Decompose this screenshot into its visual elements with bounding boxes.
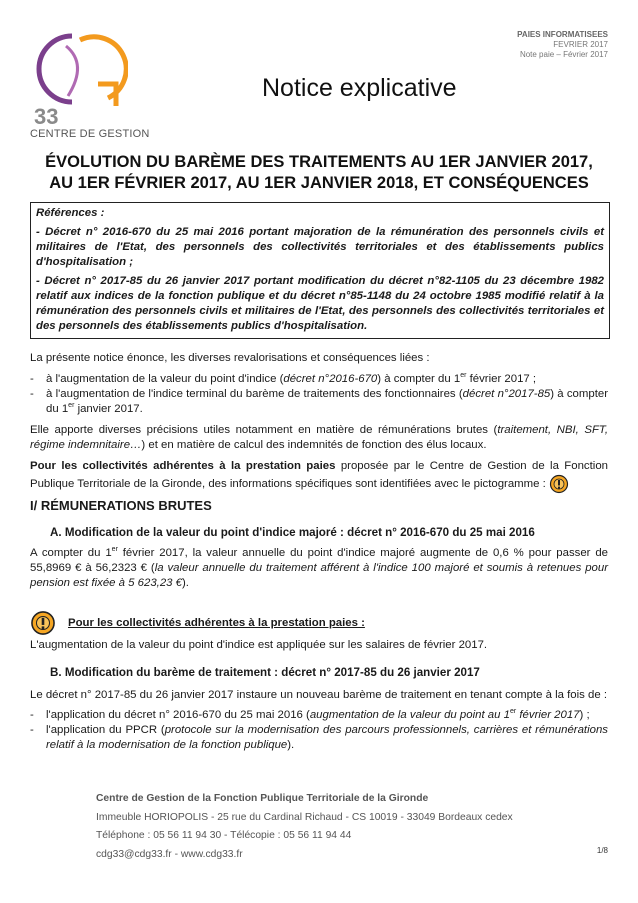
section-title: I/ RÉMUNERATIONS BRUTES — [30, 498, 212, 513]
logo-caption: CENTRE DE GESTION — [30, 128, 150, 140]
cdg33-logo — [28, 24, 128, 144]
subsection-a-title: A. Modification de la valeur du point d'indice majoré : décret n° 2016-670 du 25 mai 2016 — [50, 526, 535, 539]
main-heading-line-2: AU 1ER FÉVRIER 2017, AU 1ER JANVIER 2018, ET CONSÉQUENCES — [49, 174, 589, 192]
list-item — [30, 372, 608, 387]
bullet-dash: - — [30, 709, 34, 721]
reference-1: - Décret n° 2016-670 du 25 mai 2016 portant majoration de la rémunération des personnels civils et militaires de l'Etat, des personnels des collectivités territoriales et des établissements publics d'hospitalisation ; — [36, 226, 604, 268]
warning-gear-icon — [30, 610, 56, 636]
page-number: 1/8 — [596, 846, 608, 855]
footer-organization: Centre de Gestion de la Fonction Publique Territoriale de la Gironde — [96, 793, 429, 804]
bullet-text: l'application du PPCR (protocole sur la modernisation des parcours professionnels, carrières et rémunérations relatif à la modernisation de la fonction publique). — [46, 724, 608, 751]
warning-gear-icon — [549, 474, 569, 494]
adherent-alert — [30, 610, 608, 653]
list-item — [30, 723, 608, 753]
intro-lead: La présente notice énonce, les diverses revalorisations et conséquences liées : — [30, 352, 430, 364]
list-item — [30, 708, 608, 723]
intro-section — [30, 351, 608, 500]
list-item — [30, 387, 608, 417]
main-heading — [30, 152, 608, 194]
header-meta — [517, 30, 608, 60]
bullet-dash: - — [30, 724, 34, 736]
footer-contact: cdg33@cdg33.fr - www.cdg33.fr — [96, 848, 243, 860]
subsection-b-title: B. Modification du barème de traitement : décret n° 2017-85 du 26 janvier 2017 — [50, 666, 480, 679]
meta-line-3: Note paie – Février 2017 — [519, 50, 608, 59]
bullet-text: à l'augmentation de la valeur du point d'indice (décret n°2016-670) à compter du 1er février 2017 ; — [46, 372, 537, 385]
meta-line-2: FEVRIER 2017 — [553, 40, 608, 49]
document-title: Notice explicative — [262, 74, 457, 102]
references-box — [30, 202, 610, 339]
bullet-dash: - — [30, 373, 34, 385]
alert-text: L'augmentation de la valeur du point d'indice est appliquée sur les salaires de février 2017. — [30, 639, 488, 651]
svg-text:33: 33 — [34, 104, 59, 129]
footer — [96, 790, 611, 864]
footer-address: Immeuble HORIOPOLIS - 25 rue du Cardinal Richaud - CS 10019 - 33049 Bordeaux cedex — [96, 811, 513, 823]
footer-phone: Téléphone : 05 56 11 94 30 - Télécopie : 05 56 11 94 44 — [96, 830, 352, 841]
bullet-dash: - — [30, 388, 34, 400]
bullet-text: l'application du décret n° 2016-670 du 25 mai 2016 (augmentation de la valeur du point au 1er février 2017) ; — [46, 708, 590, 721]
intro-paragraph-3: Pour les collectivités adhérentes à la prestation paies proposée par le Centre de Gestion de la Fonction Publique Territoriale de la Gironde, des informations spécifiques sont identifiées avec le pictogramme : — [30, 459, 608, 494]
subsection-a-paragraph: A compter du 1er février 2017, la valeur annuelle du point d'indice majoré augmente de 0,6 % pour passer de 55,8969 € à 56,2323 € (la valeur annuelle du traitement afférent à l'indice 100 majoré et soumis à retenues pour pension est fixée à 5 623,23 €). — [30, 546, 608, 589]
subsection-b-paragraph: Le décret n° 2017-85 du 26 janvier 2017 instaure un nouveau barème de traitement en tenant compte à la fois de : — [30, 689, 608, 701]
reference-2: - Décret n° 2017-85 du 26 janvier 2017 portant modification du décret n°82-1105 du 23 décembre 1982 relatif aux indices de la fonction publique et du décret n°85-1148 du 24 octobre 1985 modifié relatif à la rémunération des personnels civils et militaires de l'Etat, des personnels des collectivités territoriales et des personnels des établissements publics d'hospitalisation. — [36, 275, 604, 332]
bullet-text: à l'augmentation de l'indice terminal du barème de traitements des fonctionnaires (décret n°2017-85) à compter du 1er janvier 2017. — [46, 388, 609, 415]
intro-paragraph-2: Elle apporte diverses précisions utiles notamment en matière de rémunérations brutes (traitement, NBI, SFT, régime indemnitaire…) et en matière de calcul des indemnités de fonction des élus locaux. — [30, 424, 608, 451]
meta-line-1: PAIES INFORMATISEES — [517, 30, 608, 39]
alert-title: Pour les collectivités adhérentes à la prestation paies : — [68, 616, 365, 629]
main-heading-line-1: ÉVOLUTION DU BARÈME DES TRAITEMENTS AU 1ER JANVIER 2017, — [45, 153, 593, 171]
references-heading: Références : — [36, 207, 105, 219]
subsection-b-section — [30, 688, 608, 753]
